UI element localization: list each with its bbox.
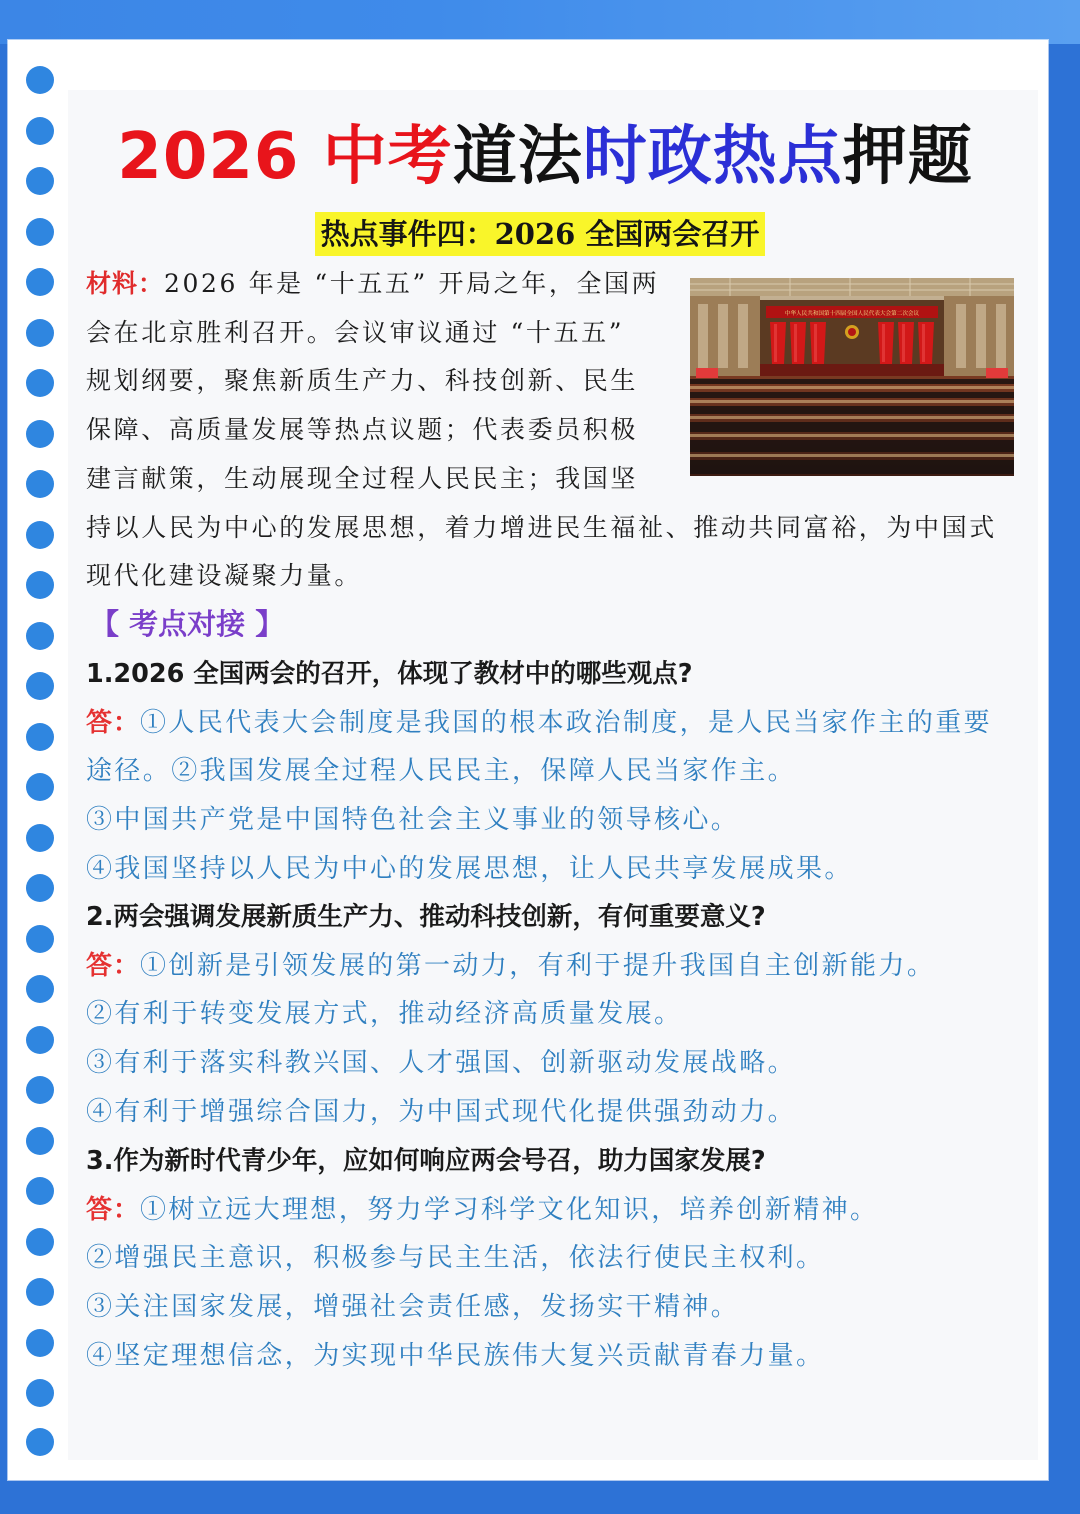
- title-part-1: 2026 中考: [117, 120, 453, 194]
- material-text: 2026 年是 “十五五” 开局之年，全国两会在北京胜利召开。会议审议通过 “十五五” 规划纲要，聚焦新质生产力、科技创新、民生保障、高质量发展等热点议题；代表委员积极建言献策，生动展现全过程人民民主；我国坚持以人民为中心的发展思想，着力增进民生福祉、推动共同富裕，为中国式现代化建设凝聚力量。: [86, 269, 997, 591]
- answer-2-line-1: [86, 942, 1046, 991]
- answer-line-text: ①人民代表大会制度是我国的根本政治制度，是人民当家作主的重要: [140, 707, 993, 738]
- question-block-1: [86, 650, 1046, 893]
- material-label: 材料：: [86, 269, 165, 298]
- question-2-text: 2.两会强调发展新质生产力、推动科技创新，有何重要意义?: [86, 902, 766, 932]
- answer-label: 答：: [86, 1194, 141, 1225]
- answer-3-line-2: ②增强民主意识，积极参与民主生活，依法行使民主权利。: [86, 1243, 825, 1274]
- answer-2-line-4: ④有利于增强综合国力，为中国式现代化提供强劲动力。: [86, 1096, 797, 1127]
- answer-label: 答：: [86, 707, 141, 738]
- answer-label: 答：: [86, 950, 141, 981]
- question-block-3: [86, 1137, 1046, 1380]
- answer-3-line-3: ③关注国家发展，增强社会责任感，发扬实干精神。: [86, 1292, 740, 1323]
- answer-3-line-1: [86, 1186, 1046, 1235]
- question-block-2: [86, 893, 1046, 1136]
- answer-1-line-4: ④我国坚持以人民为中心的发展思想，让人民共享发展成果。: [86, 853, 853, 884]
- answer-line-text: ①树立远大理想，努力学习科学文化知识，培养创新精神。: [140, 1194, 879, 1225]
- subtitle-row: [0, 212, 1080, 256]
- answer-line-text: ①创新是引领发展的第一动力，有利于提升我国自主创新能力。: [140, 950, 936, 981]
- answer-2-line-3: ③有利于落实科教兴国、人才强国、创新驱动发展战略。: [86, 1048, 797, 1079]
- hall-banner-text: 中华人民共和国第十四届全国人民代表大会第二次会议: [784, 311, 920, 317]
- question-1-text: 1.2026 全国两会的召开，体现了教材中的哪些观点?: [86, 659, 693, 689]
- answer-2-line-2: ②有利于转变发展方式，推动经济高质量发展。: [86, 999, 683, 1030]
- answer-1-line-1: [86, 699, 1046, 748]
- answer-1-line-3: ③中国共产党是中国特色社会主义事业的领导核心。: [86, 805, 740, 836]
- title-part-2: 道法: [452, 120, 583, 194]
- question-3-text: 3.作为新时代青少年，应如何响应两会号召，助力国家发展?: [86, 1146, 766, 1176]
- page-title: [60, 112, 1030, 202]
- title-part-3: 时政热点: [582, 120, 843, 194]
- subtitle-highlight: 热点事件四：2026 全国两会召开: [315, 212, 766, 256]
- congress-hall-photo: [690, 278, 1014, 476]
- answer-3-line-4: ④坚定理想信念，为实现中华民族伟大复兴贡献青春力量。: [86, 1340, 825, 1371]
- section-title-exam-points: 【 考点对接 】: [90, 607, 285, 641]
- answer-1-line-2: 途径。②我国发展全过程人民民主，保障人民当家作主。: [86, 756, 797, 787]
- title-part-4: 押题: [842, 120, 973, 194]
